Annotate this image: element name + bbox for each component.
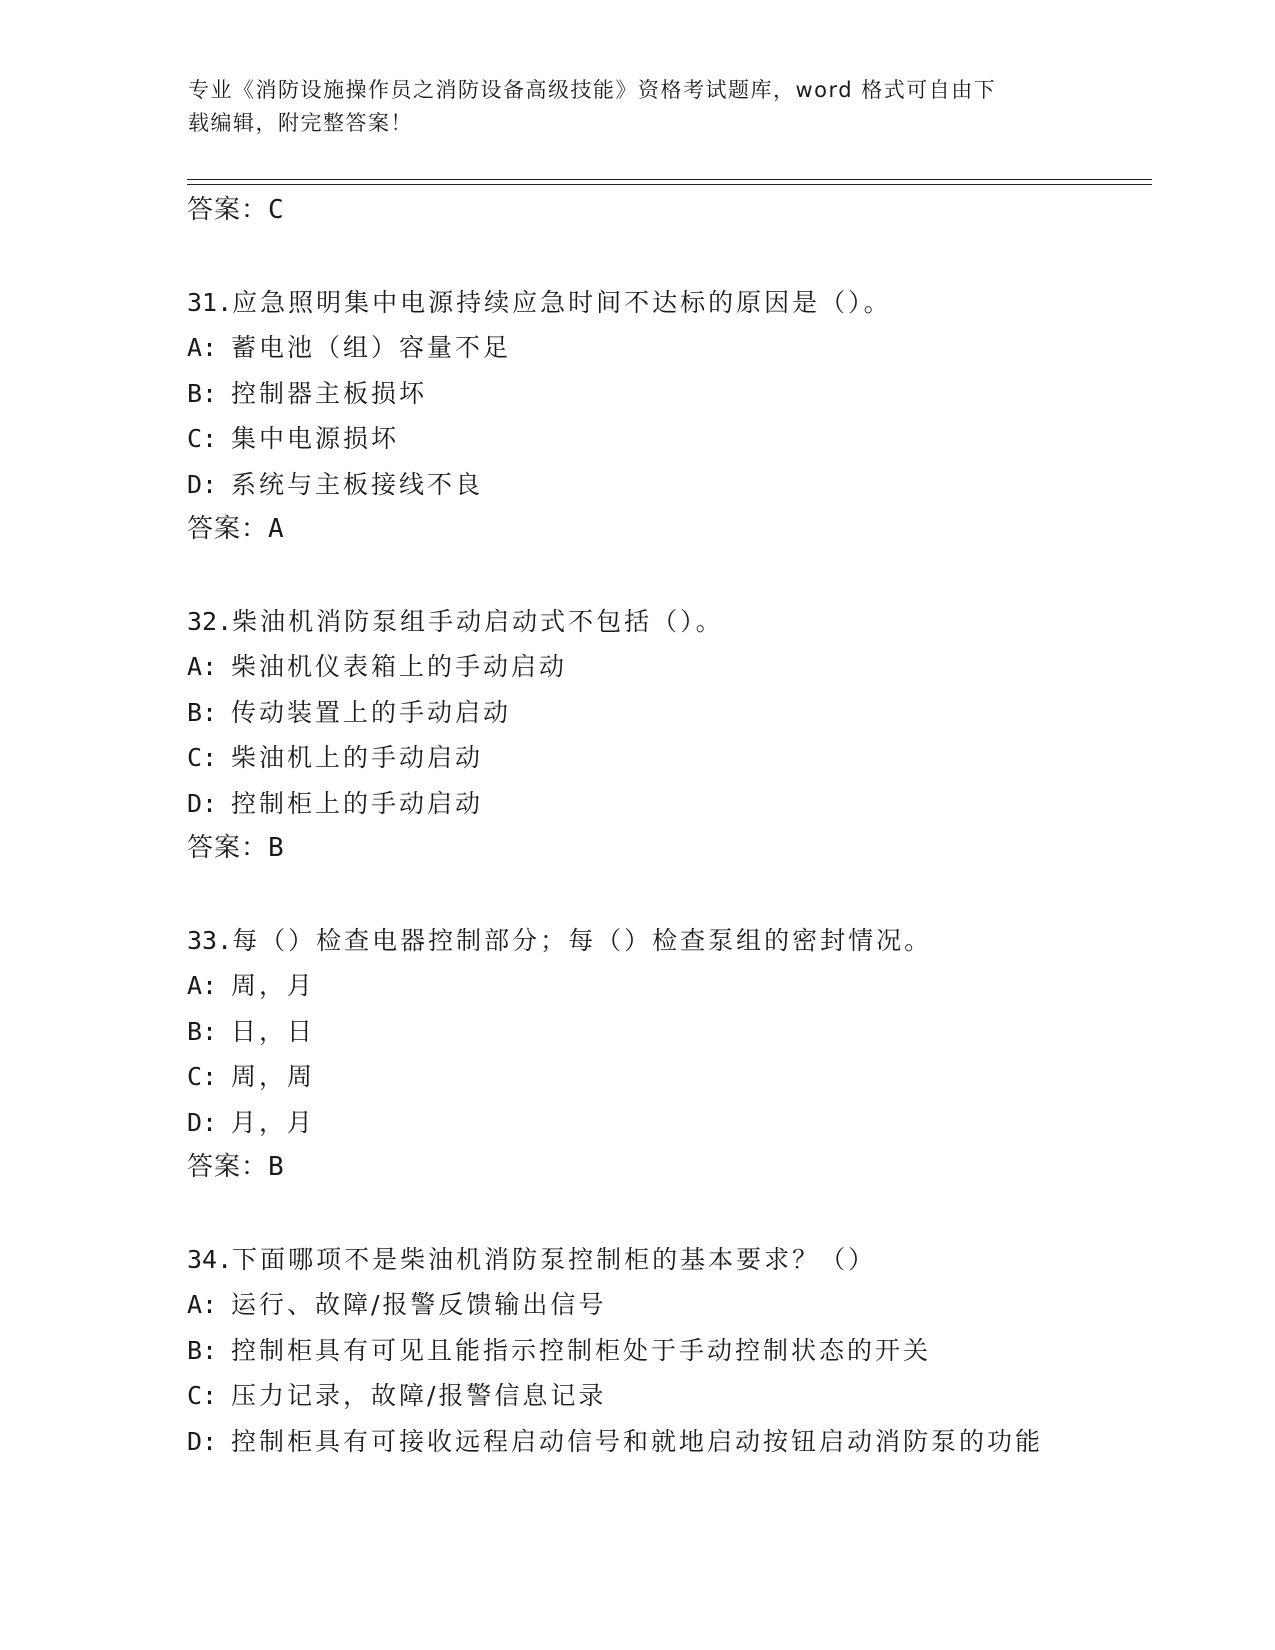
- answer-value: C: [268, 195, 285, 225]
- question-list: [187, 188, 1187, 1464]
- question-number: 32.: [187, 606, 233, 636]
- option-text: 日，日: [231, 1016, 316, 1046]
- option-text: 周，周: [231, 1062, 316, 1091]
- answer-line: [187, 826, 1187, 872]
- option-key: B:: [187, 378, 218, 408]
- header-line-2: 载编辑，附完整答案！: [188, 111, 413, 135]
- option-text: 集中电源损坏: [231, 424, 400, 453]
- answer-value: B: [268, 833, 285, 863]
- option-key: C:: [187, 743, 218, 772]
- option-c: [187, 1373, 1187, 1419]
- option-key: A:: [187, 1290, 218, 1319]
- answer-label: 答案：: [187, 514, 269, 544]
- option-key: B:: [187, 697, 218, 727]
- option-c: [187, 735, 1187, 781]
- header-divider-bottom: [187, 184, 1152, 185]
- question-text: 应急照明集中电源持续应急时间不达标的原因是（）。: [232, 287, 892, 317]
- option-b: [187, 371, 1187, 417]
- option-key: C:: [187, 1381, 218, 1410]
- answer-value: A: [268, 514, 285, 544]
- option-text: 控制柜上的手动启动: [231, 788, 484, 818]
- header-divider-top: [187, 179, 1152, 180]
- option-c: [187, 1054, 1187, 1100]
- question-text: 柴油机消防泵组手动启动式不包括（）。: [232, 606, 724, 636]
- option-key: D:: [187, 469, 218, 499]
- option-a: [187, 644, 1187, 690]
- option-key: D:: [187, 1107, 218, 1137]
- option-d: [187, 1100, 1187, 1146]
- option-key: A:: [187, 652, 218, 681]
- question-32: [187, 599, 1187, 872]
- question-text: 下面哪项不是柴油机消防泵控制柜的基本要求？（）: [232, 1244, 877, 1274]
- option-key: D:: [187, 1426, 218, 1456]
- option-text: 系统与主板接线不良: [231, 469, 484, 499]
- option-key: C:: [187, 424, 218, 453]
- document-header: [188, 74, 1088, 140]
- option-text: 蓄电池（组）容量不足: [231, 333, 512, 362]
- option-d: [187, 462, 1187, 508]
- question-34: [187, 1237, 1187, 1465]
- option-text: 柴油机仪表箱上的手动启动: [231, 652, 568, 681]
- question-33: [187, 918, 1187, 1191]
- option-b: [187, 690, 1187, 736]
- option-a: [187, 1282, 1187, 1328]
- question-number: 33.: [187, 925, 233, 955]
- question-number: 34.: [187, 1244, 233, 1274]
- option-d: [187, 781, 1187, 827]
- answer-value: B: [268, 1152, 285, 1182]
- header-line-1: 专业《消防设施操作员之消防设备高级技能》资格考试题库，word 格式可自由下: [188, 78, 997, 102]
- answer-line: [187, 507, 1187, 553]
- option-key: B:: [187, 1016, 218, 1046]
- option-a: [187, 963, 1187, 1009]
- option-text: 运行、故障/报警反馈输出信号: [231, 1290, 607, 1319]
- option-d: [187, 1419, 1187, 1465]
- option-text: 柴油机上的手动启动: [231, 743, 484, 772]
- option-key: C:: [187, 1062, 218, 1091]
- option-key: A:: [187, 971, 218, 1000]
- answer-label: 答案：: [187, 833, 269, 863]
- question-stem: [187, 280, 1187, 326]
- question-stem: [187, 1237, 1187, 1283]
- option-text: 控制柜具有可接收远程启动信号和就地启动按钮启动消防泵的功能: [231, 1426, 1044, 1456]
- option-text: 周，月: [231, 971, 316, 1000]
- option-key: D:: [187, 788, 218, 818]
- option-text: 传动装置上的手动启动: [231, 697, 512, 727]
- answer-label: 答案：: [187, 195, 269, 225]
- question-number: 31.: [187, 287, 233, 317]
- option-b: [187, 1328, 1187, 1374]
- answer-line-30: [187, 188, 1187, 234]
- option-key: B:: [187, 1335, 218, 1365]
- option-key: A:: [187, 333, 218, 362]
- answer-label: 答案：: [187, 1152, 269, 1182]
- question-31: [187, 280, 1187, 553]
- option-text: 控制器主板损坏: [231, 378, 428, 408]
- option-text: 月，月: [231, 1107, 316, 1137]
- question-stem: [187, 918, 1187, 964]
- option-a: [187, 325, 1187, 371]
- option-text: 控制柜具有可见且能指示控制柜处于手动控制状态的开关: [231, 1335, 932, 1365]
- question-text: 每（）检查电器控制部分；每（）检查泵组的密封情况。: [232, 925, 933, 955]
- answer-line: [187, 1145, 1187, 1191]
- question-stem: [187, 599, 1187, 645]
- option-b: [187, 1009, 1187, 1055]
- option-text: 压力记录，故障/报警信息记录: [231, 1381, 607, 1410]
- option-c: [187, 416, 1187, 462]
